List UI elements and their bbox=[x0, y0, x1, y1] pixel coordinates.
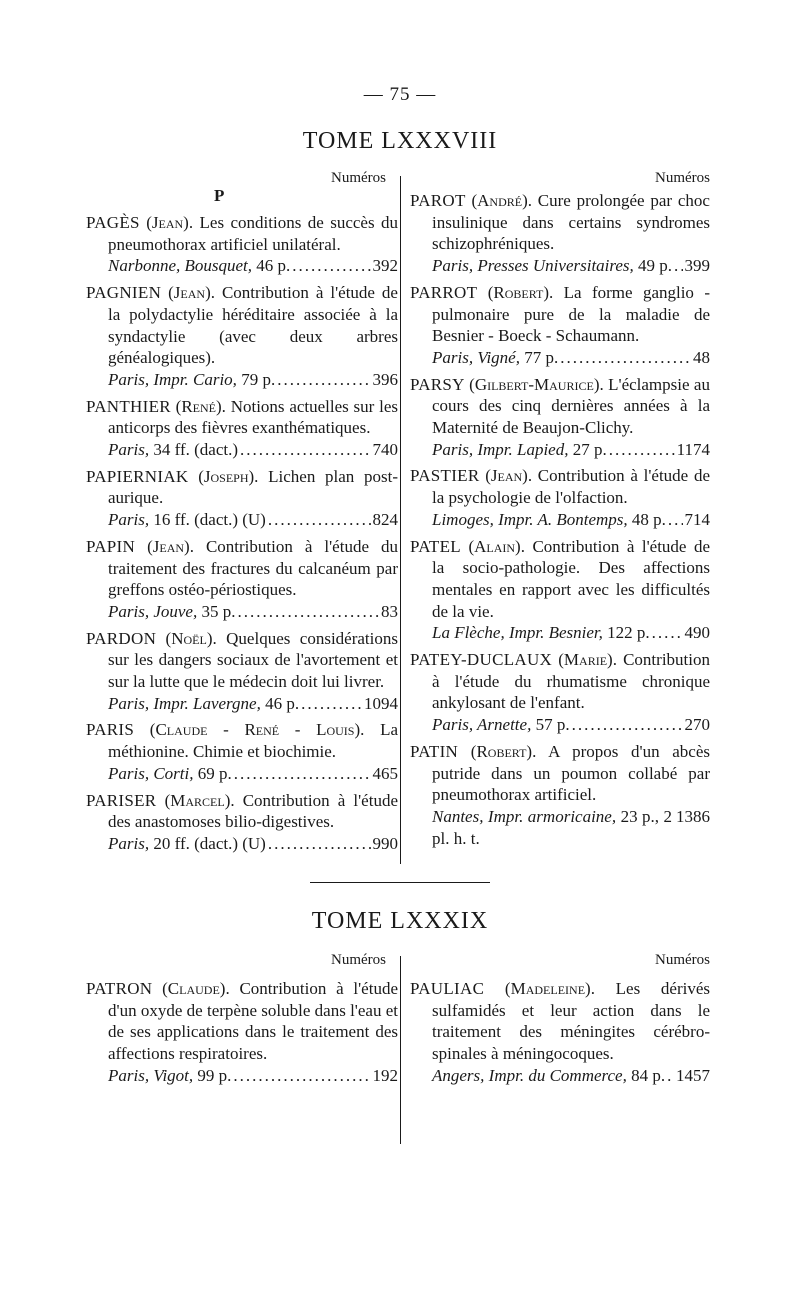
author-firstname: André bbox=[477, 191, 523, 210]
entry-title: Contribution à l'étude de la psychologie de l'olfaction. bbox=[432, 466, 710, 508]
column-divider bbox=[400, 176, 401, 864]
author-surname: PATEY-DUCLAUX bbox=[410, 650, 553, 670]
entry-publisher: Paris, Vigné, bbox=[432, 347, 520, 367]
entry-pagination: 27 p. bbox=[572, 439, 607, 459]
author-firstname: Jean bbox=[151, 213, 184, 232]
tome-heading: TOME LXXXIX bbox=[311, 908, 489, 934]
author-surname: PARSY bbox=[410, 374, 465, 394]
entry-number: 1457 bbox=[676, 1065, 710, 1085]
numeros-label-right: Numéros bbox=[655, 170, 710, 186]
entry-imprint bbox=[108, 763, 398, 785]
entry-publisher: Paris, bbox=[108, 833, 150, 853]
entry-imprint bbox=[432, 1065, 710, 1087]
entry-title: Notions actuelles sur les anticorps des fièvres exanthématiques. bbox=[108, 396, 398, 438]
dot-leaders bbox=[609, 439, 675, 461]
author-surname: PAGÈS bbox=[86, 213, 140, 232]
entry-publisher: Paris, Presses Universitaires, bbox=[432, 256, 634, 276]
author-firstname: Alain bbox=[474, 536, 516, 556]
entry-imprint bbox=[432, 622, 710, 644]
entry-imprint bbox=[108, 255, 398, 277]
author-surname: PARIS bbox=[86, 720, 135, 740]
bibliography-entry: PARISER (Marcel). Contribution à l'étude des anastomoses bilio-digestives. Paris, 20 ff. (dact.) (U) ..... 990 bbox=[86, 790, 398, 855]
page-number: — 75 — bbox=[363, 84, 437, 105]
dot-leaders bbox=[237, 601, 379, 623]
entry-title: Les dérivés sulfamidés et leur action dans le traitement des méningites cérébro-spinales à méningocoques. bbox=[432, 979, 710, 1064]
left-column bbox=[86, 212, 398, 860]
section-rule bbox=[310, 882, 490, 883]
tome-heading: TOME LXXXVIII bbox=[302, 128, 498, 154]
entry-imprint bbox=[108, 833, 398, 855]
entry-publisher: Paris, Corti, bbox=[108, 763, 194, 783]
entry-imprint bbox=[432, 806, 710, 849]
dot-leaders bbox=[268, 509, 371, 531]
entry-pagination: 20 ff. (dact.) (U) bbox=[153, 833, 266, 853]
column-divider bbox=[400, 956, 401, 1144]
bibliography-entry: PATIN (Robert). A propos d'un abcès putride dans un poumon collabé par pneumothorax artificiel. Nantes, Impr. armoricaine, 23 p., 2 pl. h. t. 1386 bbox=[410, 741, 710, 848]
author-firstname: René bbox=[181, 396, 217, 416]
author-surname: PAGNIEN bbox=[86, 283, 162, 303]
entry-pagination: 79 p. bbox=[241, 369, 276, 389]
dot-leaders bbox=[240, 439, 371, 461]
author-surname: PARISER bbox=[86, 790, 157, 810]
entry-publisher: Paris, Impr. Lavergne, bbox=[108, 693, 261, 713]
section-letter: P bbox=[214, 186, 225, 205]
entry-pagination: 35 p. bbox=[201, 601, 236, 621]
numeros-label-left: Numéros bbox=[331, 952, 386, 968]
bibliography-entry: PAPIN (Jean). Contribution à l'étude du traitement des fractures du calcanéum par greffons ostéo-périostiques. Paris, Jouve, 35 p. ..... 83 bbox=[86, 536, 398, 623]
entry-title: Contribution à l'étude de la socio-pathologie. Des affections mentales en rapport avec les difficultés de la vie. bbox=[432, 536, 710, 621]
author-surname: PAPIERNIAK bbox=[86, 466, 189, 486]
entry-pagination: 34 ff. (dact.) bbox=[153, 440, 238, 460]
entry-pagination: 84 p. bbox=[631, 1065, 666, 1085]
entry-number: 83 bbox=[381, 601, 398, 621]
entry-imprint bbox=[432, 439, 710, 461]
entry-imprint bbox=[108, 439, 398, 461]
numeros-label-left: Numéros bbox=[331, 170, 386, 186]
entry-publisher: Paris, Arnette, bbox=[432, 715, 532, 735]
entry-publisher: Angers, Impr. du Commerce, bbox=[432, 1065, 627, 1085]
entry-title: L'éclampsie au cours des cinq dernières années à la Maternité de Beaujon-Clichy. bbox=[432, 374, 710, 438]
entry-title: A propos d'un abcès putride dans un poumon collabé par pneumothorax artificiel. bbox=[432, 741, 710, 805]
entry-title: Contribution à l'étude du rhumatisme chronique ankylosant de l'enfant. bbox=[432, 650, 710, 713]
entry-imprint bbox=[108, 601, 398, 623]
bibliography-entry: PAROT (André). Cure prolongée par choc insulinique dans certains syndromes schizophréniques. Paris, Presses Universitaires, 49 p. ..... 399 bbox=[410, 190, 710, 277]
entry-number: 990 bbox=[372, 833, 398, 853]
entry-number: 714 bbox=[684, 509, 710, 529]
entry-number: 392 bbox=[372, 256, 398, 276]
author-surname: PANTHIER bbox=[86, 396, 171, 416]
entry-title: Contribution à l'étude du traitement des fractures du calcanéum par greffons ostéo-périostiques. bbox=[108, 536, 398, 600]
dot-leaders bbox=[234, 763, 371, 785]
entry-publisher: Nantes, Impr. armoricaine, bbox=[432, 806, 617, 826]
entry-publisher: Paris, Impr. Lapied, bbox=[432, 439, 569, 459]
entry-imprint bbox=[108, 1065, 398, 1087]
bibliography-entry: PATRON (Claude). Contribution à l'étude d'un oxyde de terpène soluble dans l'eau et de ses applications dans le traitement des affections respiratoires. Paris, Vigot, 99 p. ..... 192 bbox=[86, 978, 398, 1087]
bibliography-entry: PARROT (Robert). La forme ganglio - pulmonaire pure de la maladie de Besnier - Boeck - Schaumann. Paris, Vigné, 77 p. ..... 48 bbox=[410, 282, 710, 369]
entry-number: 824 bbox=[372, 510, 398, 530]
author-firstname: Madeleine bbox=[510, 979, 586, 998]
author-surname: PAROT bbox=[410, 191, 466, 210]
entry-imprint bbox=[432, 714, 710, 736]
entry-title: Les conditions de succès du pneumothorax artificiel unilatéral. bbox=[108, 213, 398, 254]
entry-publisher: Limoges, Impr. A. Bontemps, bbox=[432, 509, 628, 529]
dot-leaders bbox=[668, 509, 683, 531]
entry-pagination: 57 p. bbox=[535, 715, 570, 735]
author-firstname: Marcel bbox=[170, 790, 225, 810]
entry-number: 270 bbox=[684, 715, 710, 735]
bibliography-entry: PAGÈS (Jean). Les conditions de succès du pneumothorax artificiel unilatéral. Narbonne, Bousquet, 46 p. ..... 392 bbox=[86, 212, 398, 277]
bibliography-entry: PARIS (Claude - René - Louis). La méthionine. Chimie et biochimie. Paris, Corti, 69 p. ..... 465 bbox=[86, 719, 398, 784]
author-firstname: Jean bbox=[152, 536, 185, 556]
entry-title: Contribution à l'étude d'un oxyde de terpène soluble dans l'eau et de ses applications dans le traitement des affections respiratoires. bbox=[108, 979, 398, 1064]
entry-number: 490 bbox=[684, 623, 710, 643]
entry-publisher: La Flèche, Impr. Besnier, bbox=[432, 623, 603, 643]
entry-number: 48 bbox=[693, 347, 710, 367]
entry-publisher: Paris, Vigot, bbox=[108, 1065, 194, 1085]
entry-pagination: 16 ff. (dact.) (U) bbox=[153, 510, 266, 530]
entry-pagination: 23 p., 2 pl. h. t. bbox=[432, 806, 672, 848]
author-firstname: Marie bbox=[563, 650, 608, 670]
numeros-label-right: Numéros bbox=[655, 952, 710, 968]
entry-pagination: 69 p. bbox=[197, 763, 232, 783]
entry-pagination: 49 p. bbox=[638, 256, 673, 276]
bibliography-entry: PARDON (Noël). Quelques considérations sur les dangers sociaux de l'avortement et sur la lutte que le médecin doit lui livrer. Paris, Impr. Lavergne, 46 p. ..... 1094 bbox=[86, 628, 398, 715]
entry-number: 1094 bbox=[364, 693, 398, 713]
entry-pagination: 48 p. bbox=[631, 509, 666, 529]
entry-number: 740 bbox=[372, 440, 398, 460]
entry-title: La méthionine. Chimie et biochimie. bbox=[108, 720, 398, 762]
bibliography-entry: PAPIERNIAK (Joseph). Lichen plan post-aurique. Paris, 16 ff. (dact.) (U) ..... 824 bbox=[86, 466, 398, 531]
author-surname: PASTIER bbox=[410, 466, 480, 486]
entry-imprint bbox=[432, 509, 710, 531]
bibliography-entry: PASTIER (Jean). Contribution à l'étude de la psychologie de l'olfaction. Limoges, Impr. A. Bontemps, 48 p. ..... 714 bbox=[410, 465, 710, 530]
entry-title: La forme ganglio - pulmonaire pure de la maladie de Besnier - Boeck - Schaumann. bbox=[432, 282, 710, 346]
author-firstname: Robert bbox=[476, 741, 527, 761]
entry-title: Cure prolongée par choc insulinique dans certains syndromes schizophréniques. bbox=[432, 191, 710, 254]
dot-leaders bbox=[277, 369, 370, 391]
entry-title: Quelques considérations sur les dangers sociaux de l'avortement et sur la lutte que le médecin doit lui livrer. bbox=[108, 628, 398, 692]
author-surname: PAPIN bbox=[86, 536, 136, 556]
author-firstname: Joseph bbox=[203, 466, 249, 486]
entry-number: 1174 bbox=[676, 439, 710, 459]
entry-number: 396 bbox=[372, 369, 398, 389]
author-firstname: Gilbert-Maurice bbox=[474, 374, 594, 394]
dot-leaders bbox=[301, 693, 362, 715]
dot-leaders bbox=[652, 622, 683, 644]
author-surname: PARDON bbox=[86, 628, 157, 648]
dot-leaders bbox=[560, 347, 691, 369]
bibliography-entry: PANTHIER (René). Notions actuelles sur les anticorps des fièvres exanthématiques. Paris, 34 ff. (dact.) ..... 740 bbox=[86, 396, 398, 461]
entry-pagination: 46 p. bbox=[265, 693, 300, 713]
author-firstname: Claude - René - Louis bbox=[155, 720, 355, 740]
dot-leaders bbox=[292, 255, 370, 277]
bibliography-entry: PARSY (Gilbert-Maurice). L'éclampsie au cours des cinq dernières années à la Maternité de Beaujon-Clichy. Paris, Impr. Lapied, 27 p. ..... 1174 bbox=[410, 374, 710, 461]
entry-pagination: 77 p. bbox=[524, 347, 559, 367]
dot-leaders bbox=[572, 714, 683, 736]
entry-imprint bbox=[108, 693, 398, 715]
author-surname: PATRON bbox=[86, 979, 153, 998]
dot-leaders bbox=[674, 255, 682, 277]
bibliography-entry: PATEL (Alain). Contribution à l'étude de la socio-pathologie. Des affections mentales en rapport avec les difficultés de la vie. La Flèche, Impr. Besnier, 122 p. ..... 490 bbox=[410, 536, 710, 645]
entry-number: 399 bbox=[684, 256, 710, 276]
right-column bbox=[410, 190, 710, 854]
author-surname: PAULIAC bbox=[410, 979, 485, 998]
author-firstname: Noël bbox=[171, 628, 207, 648]
author-firstname: Jean bbox=[490, 466, 523, 486]
entry-title: Contribution à l'étude des anastomoses bilio-digestives. bbox=[108, 790, 398, 832]
entry-publisher: Paris, bbox=[108, 510, 150, 530]
entry-title: Lichen plan post-aurique. bbox=[108, 466, 398, 508]
dot-leaders bbox=[667, 1065, 674, 1087]
entry-number: 1386 bbox=[676, 806, 710, 826]
right-column bbox=[410, 978, 710, 1092]
entry-imprint bbox=[432, 255, 710, 277]
entry-pagination: 99 p. bbox=[197, 1065, 232, 1085]
author-surname: PATEL bbox=[410, 536, 461, 556]
entry-imprint bbox=[432, 347, 710, 369]
author-surname: PARROT bbox=[410, 282, 478, 302]
dot-leaders bbox=[268, 833, 371, 855]
author-firstname: Claude bbox=[167, 979, 220, 998]
entry-pagination: 46 p. bbox=[256, 256, 291, 276]
bibliography-entry: PAGNIEN (Jean). Contribution à l'étude de la polydactylie héréditaire associée à la syndactylie (avec deux arbres généalogiques). Paris, Impr. Cario, 79 p. ..... 396 bbox=[86, 282, 398, 391]
author-firstname: Jean bbox=[173, 283, 206, 303]
bibliography-entry: PAULIAC (Madeleine). Les dérivés sulfamidés et leur action dans le traitement des méningites cérébro-spinales à méningocoques. Angers, Impr. du Commerce, 84 p. ..... 1457 bbox=[410, 978, 710, 1087]
dot-leaders bbox=[233, 1065, 370, 1087]
author-surname: PATIN bbox=[410, 741, 459, 761]
bibliography-entry: PATEY-DUCLAUX (Marie). Contribution à l'étude du rhumatisme chronique ankylosant de l'enfant. Paris, Arnette, 57 p. ..... 270 bbox=[410, 649, 710, 736]
entry-number: 192 bbox=[372, 1065, 398, 1085]
entry-publisher: Narbonne, Bousquet, bbox=[108, 256, 253, 276]
left-column bbox=[86, 978, 398, 1092]
entry-publisher: Paris, Jouve, bbox=[108, 601, 198, 621]
author-firstname: Robert bbox=[493, 282, 544, 302]
entry-publisher: Paris, bbox=[108, 440, 150, 460]
entry-imprint bbox=[108, 509, 398, 531]
entry-publisher: Paris, Impr. Cario, bbox=[108, 369, 237, 389]
entry-imprint bbox=[108, 369, 398, 391]
entry-title: Contribution à l'étude de la polydactylie héréditaire associée à la syndactylie (avec deux arbres généalogiques). bbox=[108, 283, 398, 368]
entry-pagination: 122 p. bbox=[607, 623, 650, 643]
entry-number: 465 bbox=[372, 763, 398, 783]
